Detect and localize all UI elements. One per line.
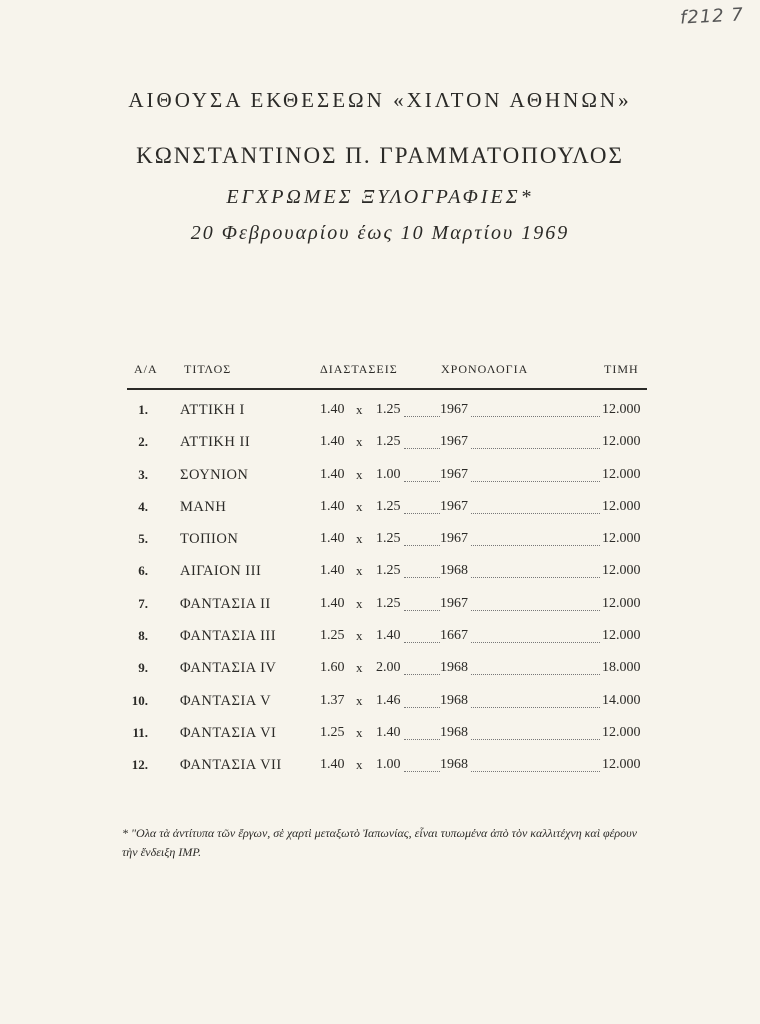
dimension-height: 1.25	[376, 402, 401, 417]
table-row	[0, 757, 760, 789]
artwork-title: ΦΑΝΤΑΣΙΑ ΙΙΙ	[180, 628, 277, 645]
dimension-width: 1.40	[320, 498, 345, 514]
dimension-width: 1.60	[320, 660, 345, 676]
dimension-width: 1.40	[320, 595, 345, 611]
dimension-separator: x	[356, 595, 363, 611]
leader-dots	[404, 610, 604, 611]
exhibition-subtitle: ΕΓΧΡΩΜΕΣ ΞΥΛΟΓΡΑΦΙΕΣ*	[226, 186, 534, 208]
artwork-price: 12.000	[602, 434, 641, 450]
dimension-height: 1.25	[376, 595, 401, 611]
row-number: 5.	[138, 531, 148, 547]
artwork-price: 12.000	[602, 466, 641, 482]
artwork-price: 12.000	[602, 757, 641, 773]
leader-dots	[404, 577, 604, 578]
dimension-separator: x	[356, 531, 363, 547]
leader-dots	[404, 448, 604, 449]
row-number: 10.	[131, 692, 148, 708]
row-number: 2.	[138, 434, 148, 450]
artwork-price: 12.000	[602, 595, 641, 611]
table-row	[0, 563, 760, 595]
artwork-year: 1967	[440, 402, 468, 417]
artwork-year: 1968	[440, 724, 468, 740]
row-number: 11.	[132, 724, 148, 740]
dimension-height: 2.00	[376, 660, 401, 676]
row-number: 3.	[138, 466, 148, 482]
table-row	[0, 693, 760, 725]
column-header-number: Α/Α	[134, 362, 158, 376]
artwork-year: 1968	[440, 692, 468, 708]
row-number: 12.	[131, 757, 148, 773]
leader-dots	[404, 674, 604, 675]
handwritten-corner-note: f212 7	[679, 4, 745, 29]
artwork-title: ΦΑΝΤΑΣΙΑ IV	[180, 660, 277, 677]
dimension-separator: x	[356, 757, 363, 773]
artwork-year: 1967	[440, 498, 468, 514]
artwork-price: 12.000	[602, 402, 641, 417]
dimension-width: 1.37	[320, 692, 345, 708]
dimension-height: 1.46	[376, 692, 401, 708]
dimension-height: 1.25	[376, 498, 401, 514]
dimension-height: 1.00	[376, 466, 401, 482]
dimension-separator: x	[356, 434, 363, 450]
dimension-separator: x	[356, 628, 363, 644]
dimension-height: 1.40	[376, 724, 401, 740]
artwork-year: 1967	[440, 466, 468, 482]
artwork-year: 1967	[440, 595, 468, 611]
dimension-height: 1.25	[376, 434, 401, 450]
row-number: 9.	[138, 660, 148, 676]
dimension-height: 1.25	[376, 531, 401, 547]
artwork-price: 12.000	[602, 724, 641, 740]
leader-dots	[404, 771, 604, 772]
artwork-price: 12.000	[602, 498, 641, 514]
artwork-year: 1667	[440, 628, 468, 644]
dimension-height: 1.40	[376, 628, 401, 644]
table-row	[0, 628, 760, 660]
dimension-separator: x	[356, 498, 363, 514]
footnote: * "Ολα τὰ ἀντίτυπα τῶν ἔργων, σὲ χαρτὶ μεταξωτὸ Ἰαπωνίας, εἶναι τυπωμένα ἀπὸ τὸν καλλιτέχνη καὶ φέρουν τὴν ἔνδειξη IMP.	[122, 826, 638, 859]
artwork-title: ΤΟΠΙΟΝ	[180, 531, 239, 548]
leader-dots	[404, 642, 604, 643]
artwork-year: 1968	[440, 563, 468, 579]
dimension-width: 1.25	[320, 724, 345, 740]
leader-dots	[404, 707, 604, 708]
artwork-title: ΑΤΤΙΚΗ Ι	[180, 402, 245, 418]
column-header-price: ΤΙΜΗ	[604, 362, 639, 376]
dimension-width: 1.40	[320, 402, 345, 417]
header-divider	[127, 388, 647, 390]
leader-dots	[404, 481, 604, 482]
artwork-year: 1967	[440, 531, 468, 547]
dimension-width: 1.40	[320, 531, 345, 547]
dimension-width: 1.40	[320, 757, 345, 773]
table-row	[0, 725, 760, 757]
column-header-dimensions: ΔΙΑΣΤΑΣΕΙΣ	[320, 362, 398, 376]
leader-dots	[404, 513, 604, 514]
table-row	[0, 434, 760, 466]
dimension-width: 1.40	[320, 563, 345, 579]
column-header-title: ΤΙΤΛΟΣ	[184, 362, 232, 376]
row-number: 1.	[138, 402, 148, 417]
dimension-separator: x	[356, 402, 363, 417]
dimension-separator: x	[356, 724, 363, 740]
artwork-year: 1968	[440, 660, 468, 676]
gallery-title: ΑΙΘΟΥΣΑ ΕΚΘΕΣΕΩΝ «ΧΙΛΤΟΝ ΑΘΗΝΩΝ»	[128, 88, 632, 112]
leader-dots	[404, 416, 604, 417]
row-number: 6.	[138, 563, 148, 579]
column-header-year: ΧΡΟΝΟΛΟΓΙΑ	[441, 362, 529, 376]
row-number: 8.	[138, 628, 148, 644]
artwork-title: ΦΑΝΤΑΣΙΑ ΙΙ	[180, 595, 271, 612]
artwork-title: ΦΑΝΤΑΣΙΑ VII	[180, 757, 282, 774]
table-header	[0, 362, 760, 384]
dimension-width: 1.40	[320, 434, 345, 450]
table-row	[0, 531, 760, 563]
dimension-height: 1.25	[376, 563, 401, 579]
artwork-title: ΑΙΓΑΙΟΝ ΙΙΙ	[180, 563, 262, 580]
artwork-price: 14.000	[602, 692, 641, 708]
artwork-title: ΦΑΝΤΑΣΙΑ V	[180, 692, 272, 709]
table-row	[0, 402, 760, 434]
leader-dots	[404, 545, 604, 546]
table-row	[0, 660, 760, 692]
artwork-price: 12.000	[602, 563, 641, 579]
row-number: 4.	[138, 498, 148, 514]
artwork-title: ΦΑΝΤΑΣΙΑ VI	[180, 724, 277, 741]
table-row	[0, 499, 760, 531]
dimension-width: 1.25	[320, 628, 345, 644]
dimension-separator: x	[356, 692, 363, 708]
artwork-price: 12.000	[602, 628, 641, 644]
dimension-width: 1.40	[320, 466, 345, 482]
row-number: 7.	[138, 595, 148, 611]
artwork-price: 12.000	[602, 531, 641, 547]
table-row	[0, 467, 760, 499]
dimension-height: 1.00	[376, 757, 401, 773]
table-row	[0, 596, 760, 628]
leader-dots	[404, 739, 604, 740]
artwork-title: ΑΤΤΙΚΗ ΙΙ	[180, 434, 251, 451]
artwork-list	[0, 402, 760, 790]
artwork-year: 1968	[440, 757, 468, 773]
artwork-title: ΜΑΝΗ	[180, 498, 227, 515]
artwork-title: ΣΟΥΝΙΟΝ	[180, 466, 249, 483]
dimension-separator: x	[356, 660, 363, 676]
dimension-separator: x	[356, 563, 363, 579]
dimension-separator: x	[356, 466, 363, 482]
artwork-price: 18.000	[602, 660, 641, 676]
artist-name: ΚΩΝΣΤΑΝΤΙΝΟΣ Π. ΓΡΑΜΜΑΤΟΠΟΥΛΟΣ	[136, 143, 624, 168]
exhibition-dates: 20 Φεβρουαρίου έως 10 Μαρτίου 1969	[190, 222, 570, 244]
artwork-year: 1967	[440, 434, 468, 450]
